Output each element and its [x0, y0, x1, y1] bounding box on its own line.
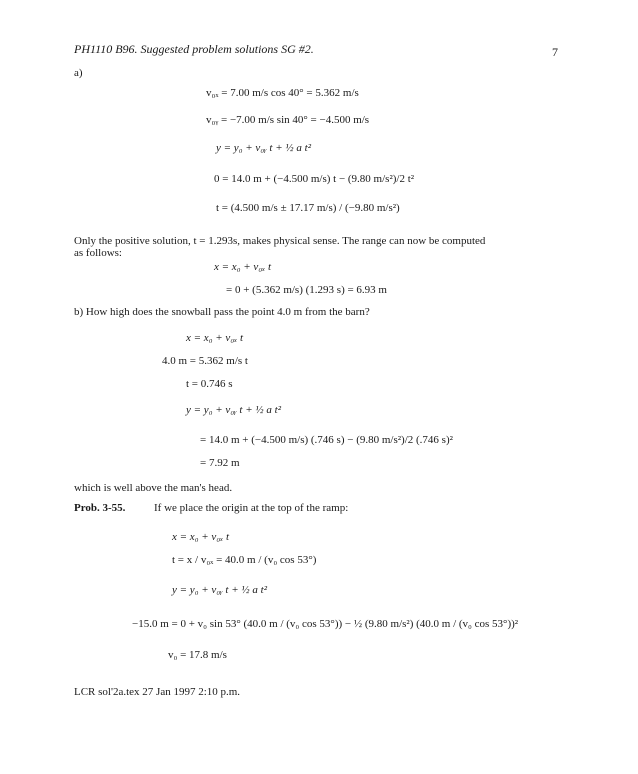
equation-line: −15.0 m = 0 + v₀ sin 53° (40.0 m / (v₀ cos 53°)) − ½ (9.80 m/s²) (40.0 m / (v₀ cos 53°))² [132, 618, 519, 630]
equation-line: 4.0 m = 5.362 m/s t [162, 355, 248, 367]
paragraph-text: If we place the origin at the top of the ramp: [154, 502, 349, 514]
equation-line: = 14.0 m + (−4.500 m/s) (.746 s) − (9.80 m/s²)/2 (.746 s)² [200, 434, 453, 446]
equation-line: y = y₀ + v₀ᵧ t + ½ a t² [172, 584, 268, 596]
equation-line: x = x₀ + v₀ₓ t [214, 261, 272, 273]
footer-text: LCR sol'2a.tex 27 Jan 1997 2:10 p.m. [74, 686, 241, 698]
equation-line: x = x₀ + v₀ₓ t [186, 332, 244, 344]
equation-line: t = 0.746 s [186, 378, 233, 390]
question-text: b) How high does the snowball pass the point 4.0 m from the barn? [74, 306, 370, 318]
equation-line: t = (4.500 m/s ± 17.17 m/s) / (−9.80 m/s²) [216, 202, 400, 214]
paragraph-text: Only the positive solution, t = 1.293s, makes physical sense. The range can now be computed [74, 235, 486, 247]
equation-line: v₀ₓ = 7.00 m/s cos 40° = 5.362 m/s [206, 87, 359, 99]
equation-line: = 7.92 m [200, 457, 240, 469]
page-header-title: PH1110 B96. Suggested problem solutions SG #2. [74, 42, 314, 56]
paragraph-text: as follows: [74, 247, 122, 259]
equation-line: x = x₀ + v₀ₓ t [172, 531, 230, 543]
part-a-label: a) [74, 67, 83, 79]
page-number: 7 [552, 45, 558, 59]
equation-line: y = y₀ + v₀ᵧ t + ½ a t² [216, 142, 312, 154]
equation-line: v₀ᵧ = −7.00 m/s sin 40° = −4.500 m/s [206, 114, 370, 126]
equation-line: 0 = 14.0 m + (−4.500 m/s) t − (9.80 m/s²)/2 t² [214, 173, 415, 185]
problem-label: Prob. 3-55. [74, 502, 126, 514]
equation-line: = 0 + (5.362 m/s) (1.293 s) = 6.93 m [226, 284, 387, 296]
equation-line: v₀ = 17.8 m/s [168, 649, 227, 661]
equation-line: t = x / v₀ₓ = 40.0 m / (v₀ cos 53°) [172, 554, 317, 566]
paragraph-text: which is well above the man's head. [74, 482, 233, 494]
equation-line: y = y₀ + v₀ᵧ t + ½ a t² [186, 404, 282, 416]
